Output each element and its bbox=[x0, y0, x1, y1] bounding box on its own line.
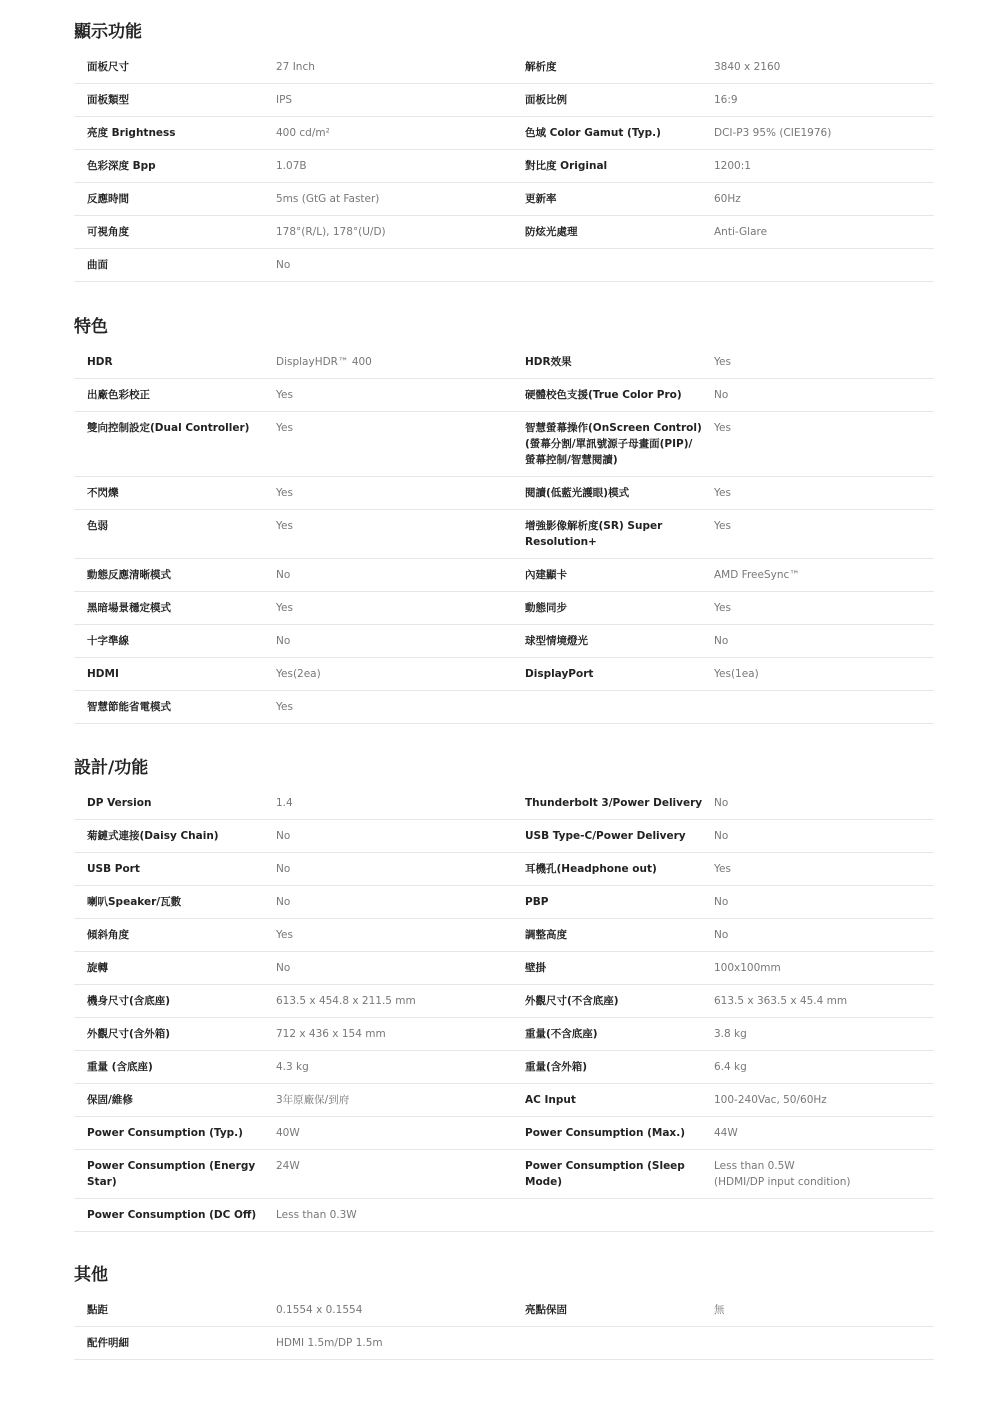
spec-label: 重量(不含底座) bbox=[525, 1028, 598, 1040]
spec-value: 1.4 bbox=[276, 797, 293, 809]
spec-value: No bbox=[276, 259, 291, 271]
spec-row bbox=[74, 985, 934, 1018]
spec-value: 178°(R/L), 178°(U/D) bbox=[276, 226, 386, 238]
spec-table bbox=[74, 51, 934, 282]
spec-row bbox=[74, 1327, 934, 1360]
spec-value: Anti-Glare bbox=[714, 226, 768, 238]
spec-label: HDR效果 bbox=[525, 356, 572, 368]
spec-value: Yes bbox=[276, 520, 293, 532]
spec-row bbox=[74, 886, 934, 919]
spec-value: Yes bbox=[276, 389, 293, 401]
spec-value: Yes bbox=[276, 487, 293, 499]
spec-value: DisplayHDR™ 400 bbox=[276, 356, 372, 368]
spec-value: 44W bbox=[714, 1127, 738, 1139]
spec-label: 面板比例 bbox=[525, 94, 567, 106]
spec-label: 防炫光處理 bbox=[525, 226, 578, 238]
spec-value: Less than 0.5W (HDMI/DP input condition) bbox=[714, 1160, 851, 1188]
spec-row bbox=[74, 952, 934, 985]
spec-row bbox=[74, 820, 934, 853]
spec-label: 硬體校色支援(True Color Pro) bbox=[525, 389, 682, 401]
spec-value: 3.8 kg bbox=[714, 1028, 747, 1040]
spec-label: 內建顯卡 bbox=[525, 569, 567, 581]
spec-label: Power Consumption (DC Off) bbox=[87, 1209, 257, 1221]
spec-label: 更新率 bbox=[525, 193, 557, 205]
spec-value: AMD FreeSync™ bbox=[714, 569, 800, 581]
spec-value: 6.4 kg bbox=[714, 1061, 747, 1073]
spec-value: No bbox=[276, 830, 291, 842]
spec-value: Less than 0.3W bbox=[276, 1209, 357, 1221]
spec-value: 60Hz bbox=[714, 193, 741, 205]
spec-value: 5ms (GtG at Faster) bbox=[276, 193, 380, 205]
section-title: 顯示功能 bbox=[74, 22, 142, 42]
spec-row bbox=[74, 1117, 934, 1150]
spec-value: 27 Inch bbox=[276, 61, 315, 73]
spec-value: No bbox=[714, 896, 729, 908]
spec-label: 喇叭Speaker/瓦數 bbox=[87, 896, 182, 908]
spec-value: Yes bbox=[714, 487, 731, 499]
spec-label: DP Version bbox=[87, 797, 152, 809]
spec-label: AC Input bbox=[525, 1094, 576, 1106]
spec-label: 保固/維修 bbox=[87, 1094, 133, 1106]
spec-label: PBP bbox=[525, 896, 549, 908]
spec-value: DCI-P3 95% (CIE1976) bbox=[714, 127, 832, 139]
spec-label: 對比度 Original bbox=[525, 160, 608, 172]
spec-value: 613.5 x 454.8 x 211.5 mm bbox=[276, 995, 416, 1007]
spec-value: Yes bbox=[714, 602, 731, 614]
spec-row bbox=[74, 249, 934, 282]
spec-value: 613.5 x 363.5 x 45.4 mm bbox=[714, 995, 848, 1007]
spec-label: DisplayPort bbox=[525, 668, 594, 680]
spec-row bbox=[74, 216, 934, 249]
section-title: 設計/功能 bbox=[74, 758, 149, 778]
spec-row bbox=[74, 477, 934, 510]
spec-row bbox=[74, 183, 934, 216]
spec-label: 智慧螢幕操作(OnScreen Control) (螢幕分割/單訊號源子母畫面(PIP)/ 螢幕控制/智慧閱讀) bbox=[525, 422, 702, 466]
spec-label: 雙向控制設定(Dual Controller) bbox=[87, 422, 250, 434]
spec-row bbox=[74, 1150, 934, 1199]
spec-row bbox=[74, 1018, 934, 1051]
spec-label: 配件明細 bbox=[87, 1337, 129, 1349]
spec-label: 出廠色彩校正 bbox=[87, 389, 150, 401]
spec-value: 3年原廠保/到府 bbox=[276, 1094, 350, 1106]
spec-label: 反應時間 bbox=[87, 193, 129, 205]
spec-label: 調整高度 bbox=[525, 929, 567, 941]
spec-label: Power Consumption (Max.) bbox=[525, 1127, 685, 1139]
spec-label: 解析度 bbox=[525, 61, 557, 73]
spec-label: HDMI bbox=[87, 668, 119, 680]
spec-label: 外觀尺寸(不含底座) bbox=[525, 995, 619, 1007]
spec-row bbox=[74, 1199, 934, 1232]
spec-value: 100-240Vac, 50/60Hz bbox=[714, 1094, 827, 1106]
spec-label: 球型情境燈光 bbox=[525, 635, 588, 647]
spec-label: 重量(含外箱) bbox=[525, 1061, 588, 1073]
spec-value: Yes bbox=[714, 863, 731, 875]
spec-row bbox=[74, 510, 934, 559]
spec-label: 點距 bbox=[87, 1304, 108, 1316]
spec-label: Power Consumption (Energy Star) bbox=[87, 1160, 256, 1188]
spec-label: 面板類型 bbox=[87, 94, 129, 106]
spec-value: No bbox=[714, 797, 729, 809]
spec-value: 16:9 bbox=[714, 94, 738, 106]
spec-value: Yes bbox=[276, 701, 293, 713]
spec-table bbox=[74, 346, 934, 724]
spec-row bbox=[74, 853, 934, 886]
spec-label: 智慧節能省電模式 bbox=[87, 701, 171, 713]
spec-value: No bbox=[276, 896, 291, 908]
spec-label: 色弱 bbox=[87, 520, 108, 532]
spec-value: Yes(2ea) bbox=[276, 668, 321, 680]
spec-label: 動態反應清晰模式 bbox=[87, 569, 171, 581]
spec-label: HDR bbox=[87, 356, 113, 368]
spec-value: 40W bbox=[276, 1127, 300, 1139]
spec-row bbox=[74, 691, 934, 724]
spec-label: 增強影像解析度(SR) Super Resolution+ bbox=[525, 520, 663, 548]
spec-label: 重量 (含底座) bbox=[87, 1061, 153, 1073]
spec-value: No bbox=[714, 389, 729, 401]
spec-value: No bbox=[276, 863, 291, 875]
spec-value: No bbox=[276, 569, 291, 581]
spec-value: Yes bbox=[714, 520, 731, 532]
spec-value: Yes bbox=[276, 422, 293, 434]
spec-value: Yes bbox=[714, 356, 731, 368]
spec-value: 400 cd/m² bbox=[276, 127, 330, 139]
spec-row bbox=[74, 1294, 934, 1327]
spec-row bbox=[74, 787, 934, 820]
spec-value: 4.3 kg bbox=[276, 1061, 309, 1073]
spec-label: 動態同步 bbox=[525, 602, 567, 614]
spec-value: HDMI 1.5m/DP 1.5m bbox=[276, 1337, 383, 1349]
spec-label: 面板尺寸 bbox=[87, 61, 129, 73]
spec-table bbox=[74, 787, 934, 1232]
spec-value: Yes(1ea) bbox=[714, 668, 759, 680]
spec-label: Power Consumption (Sleep Mode) bbox=[525, 1160, 685, 1188]
spec-value: 0.1554 x 0.1554 bbox=[276, 1304, 363, 1316]
spec-row bbox=[74, 346, 934, 379]
spec-label: 不閃爍 bbox=[87, 487, 119, 499]
spec-row bbox=[74, 625, 934, 658]
spec-value: No bbox=[276, 962, 291, 974]
spec-row bbox=[74, 150, 934, 183]
spec-row bbox=[74, 592, 934, 625]
spec-row bbox=[74, 658, 934, 691]
spec-label: 機身尺寸(含底座) bbox=[87, 995, 171, 1007]
spec-value: No bbox=[276, 635, 291, 647]
spec-label: 旋轉 bbox=[87, 962, 108, 974]
spec-value: 1.07B bbox=[276, 160, 307, 172]
spec-label: 亮度 Brightness bbox=[87, 127, 176, 139]
spec-label: 外觀尺寸(含外箱) bbox=[87, 1028, 171, 1040]
spec-row bbox=[74, 117, 934, 150]
spec-row bbox=[74, 1084, 934, 1117]
spec-label: 亮點保固 bbox=[525, 1304, 567, 1316]
spec-row bbox=[74, 84, 934, 117]
spec-row bbox=[74, 51, 934, 84]
spec-value: 24W bbox=[276, 1160, 300, 1172]
spec-value: 無 bbox=[714, 1304, 725, 1316]
spec-value: 100x100mm bbox=[714, 962, 781, 974]
spec-value: No bbox=[714, 635, 729, 647]
spec-row bbox=[74, 919, 934, 952]
spec-label: 閱讀(低藍光護眼)模式 bbox=[525, 487, 630, 499]
spec-label: 黑暗場景穩定模式 bbox=[87, 602, 171, 614]
spec-value: No bbox=[714, 830, 729, 842]
spec-value: Yes bbox=[276, 602, 293, 614]
spec-label: Thunderbolt 3/Power Delivery bbox=[525, 797, 703, 809]
spec-label: 耳機孔(Headphone out) bbox=[525, 863, 657, 875]
spec-label: 十字準線 bbox=[87, 635, 129, 647]
spec-label: 色彩深度 Bpp bbox=[87, 160, 156, 172]
spec-table bbox=[74, 1294, 934, 1360]
spec-label: 傾斜角度 bbox=[87, 929, 129, 941]
spec-label: 可視角度 bbox=[87, 226, 129, 238]
spec-value: IPS bbox=[276, 94, 293, 106]
section-title: 特色 bbox=[74, 317, 108, 337]
spec-label: 菊鏈式連接(Daisy Chain) bbox=[87, 830, 219, 842]
spec-row bbox=[74, 559, 934, 592]
spec-row bbox=[74, 412, 934, 477]
spec-value: Yes bbox=[276, 929, 293, 941]
section-title: 其他 bbox=[74, 1265, 108, 1285]
spec-label: Power Consumption (Typ.) bbox=[87, 1127, 243, 1139]
spec-value: Yes bbox=[714, 422, 731, 434]
spec-label: 曲面 bbox=[87, 259, 108, 271]
spec-row bbox=[74, 379, 934, 412]
spec-label: 色域 Color Gamut (Typ.) bbox=[525, 127, 661, 139]
spec-label: USB Port bbox=[87, 863, 140, 875]
spec-row bbox=[74, 1051, 934, 1084]
spec-label: USB Type-C/Power Delivery bbox=[525, 830, 686, 842]
spec-label: 壁掛 bbox=[525, 962, 546, 974]
spec-value: No bbox=[714, 929, 729, 941]
spec-value: 712 x 436 x 154 mm bbox=[276, 1028, 386, 1040]
spec-value: 3840 x 2160 bbox=[714, 61, 781, 73]
spec-value: 1200:1 bbox=[714, 160, 751, 172]
